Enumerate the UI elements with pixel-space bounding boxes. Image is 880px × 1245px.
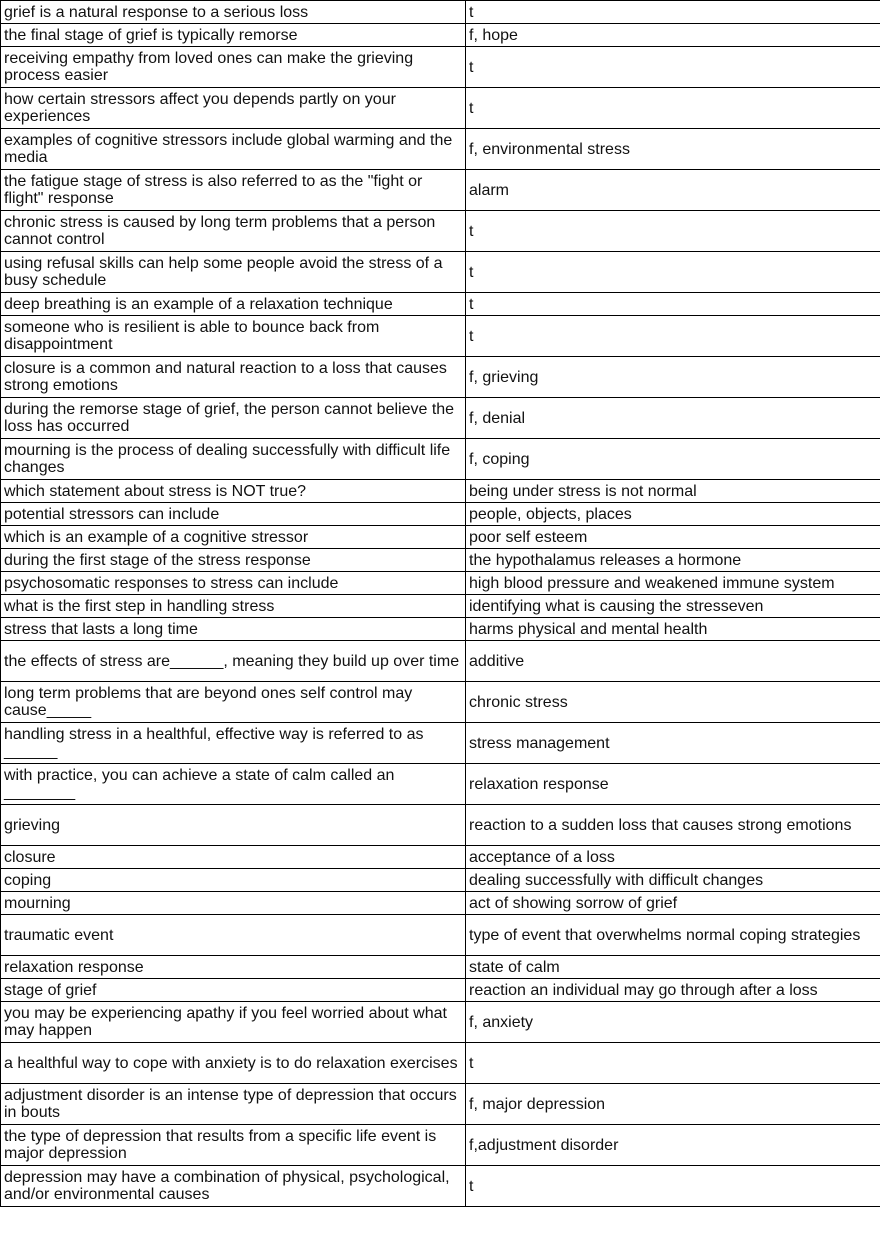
term-cell: adjustment disorder is an intense type of depression that occurs in bouts: [1, 1084, 466, 1125]
term-cell: receiving empathy from loved ones can make the grieving process easier: [1, 47, 466, 88]
term-cell: long term problems that are beyond ones self control may cause_____: [1, 682, 466, 723]
term-cell: relaxation response: [1, 956, 466, 979]
term-cell: the effects of stress are______, meaning they build up over time: [1, 641, 466, 682]
term-cell: closure is a common and natural reaction to a loss that causes strong emotions: [1, 357, 466, 398]
definition-cell: f, hope: [466, 24, 880, 47]
term-cell: deep breathing is an example of a relaxation technique: [1, 293, 466, 316]
definition-cell: t: [466, 88, 880, 129]
definition-cell: reaction to a sudden loss that causes strong emotions: [466, 805, 880, 846]
term-cell: you may be experiencing apathy if you feel worried about what may happen: [1, 1002, 466, 1043]
term-cell: handling stress in a healthful, effective way is referred to as ______: [1, 723, 466, 764]
definition-cell: t: [466, 293, 880, 316]
term-cell: which is an example of a cognitive stressor: [1, 526, 466, 549]
term-cell: the final stage of grief is typically remorse: [1, 24, 466, 47]
definition-cell: t: [466, 211, 880, 252]
term-cell: coping: [1, 869, 466, 892]
definition-cell: harms physical and mental health: [466, 618, 880, 641]
table-row: [1, 252, 880, 293]
term-cell: during the remorse stage of grief, the person cannot believe the loss has occurred: [1, 398, 466, 439]
definition-cell: type of event that overwhelms normal coping strategies: [466, 915, 880, 956]
table-row: [1, 979, 880, 1002]
table-row: [1, 1125, 880, 1166]
table-row: [1, 88, 880, 129]
definition-cell: act of showing sorrow of grief: [466, 892, 880, 915]
definition-cell: dealing successfully with difficult changes: [466, 869, 880, 892]
definition-cell: t: [466, 316, 880, 357]
term-cell: the type of depression that results from a specific life event is major depression: [1, 1125, 466, 1166]
table-row: [1, 915, 880, 956]
definition-cell: the hypothalamus releases a hormone: [466, 549, 880, 572]
term-cell: someone who is resilient is able to bounce back from disappointment: [1, 316, 466, 357]
table-row: [1, 1002, 880, 1043]
term-cell: depression may have a combination of physical, psychological, and/or environmental causes: [1, 1166, 466, 1207]
definition-cell: f, coping: [466, 439, 880, 480]
term-cell: with practice, you can achieve a state of calm called an ________: [1, 764, 466, 805]
term-cell: stress that lasts a long time: [1, 618, 466, 641]
definition-cell: identifying what is causing the stresseven: [466, 595, 880, 618]
definition-cell: poor self esteem: [466, 526, 880, 549]
table-row: [1, 357, 880, 398]
table-row: [1, 47, 880, 88]
term-cell: a healthful way to cope with anxiety is to do relaxation exercises: [1, 1043, 466, 1084]
term-cell: traumatic event: [1, 915, 466, 956]
definition-cell: state of calm: [466, 956, 880, 979]
term-cell: examples of cognitive stressors include global warming and the media: [1, 129, 466, 170]
term-cell: closure: [1, 846, 466, 869]
term-cell: mourning: [1, 892, 466, 915]
definition-cell: t: [466, 1, 880, 24]
definition-cell: stress management: [466, 723, 880, 764]
definition-cell: t: [466, 1043, 880, 1084]
term-cell: which statement about stress is NOT true?: [1, 480, 466, 503]
definition-cell: f, environmental stress: [466, 129, 880, 170]
definition-cell: f, anxiety: [466, 1002, 880, 1043]
table-row: [1, 572, 880, 595]
table-row: [1, 170, 880, 211]
definition-cell: reaction an individual may go through after a loss: [466, 979, 880, 1002]
term-cell: psychosomatic responses to stress can include: [1, 572, 466, 595]
table-row: [1, 480, 880, 503]
definition-cell: being under stress is not normal: [466, 480, 880, 503]
definition-cell: chronic stress: [466, 682, 880, 723]
definition-cell: t: [466, 1166, 880, 1207]
table-row: [1, 595, 880, 618]
definition-cell: t: [466, 252, 880, 293]
definition-cell: additive: [466, 641, 880, 682]
definition-cell: alarm: [466, 170, 880, 211]
table-row: [1, 723, 880, 764]
table-row: [1, 129, 880, 170]
definition-cell: acceptance of a loss: [466, 846, 880, 869]
table-row: [1, 293, 880, 316]
table-row: [1, 618, 880, 641]
table-row: [1, 682, 880, 723]
term-cell: what is the first step in handling stress: [1, 595, 466, 618]
definition-cell: high blood pressure and weakened immune system: [466, 572, 880, 595]
term-cell: during the first stage of the stress response: [1, 549, 466, 572]
term-cell: mourning is the process of dealing successfully with difficult life changes: [1, 439, 466, 480]
definition-cell: relaxation response: [466, 764, 880, 805]
table-row: [1, 869, 880, 892]
table-row: [1, 764, 880, 805]
definition-cell: f,adjustment disorder: [466, 1125, 880, 1166]
term-cell: chronic stress is caused by long term problems that a person cannot control: [1, 211, 466, 252]
table-row: [1, 1166, 880, 1207]
table-row: [1, 398, 880, 439]
term-cell: how certain stressors affect you depends partly on your experiences: [1, 88, 466, 129]
definition-cell: people, objects, places: [466, 503, 880, 526]
table-row: [1, 526, 880, 549]
table-row: [1, 503, 880, 526]
table-row: [1, 211, 880, 252]
table-row: [1, 24, 880, 47]
table-row: [1, 892, 880, 915]
table-row: [1, 805, 880, 846]
table-row: [1, 1084, 880, 1125]
table-row: [1, 549, 880, 572]
term-cell: stage of grief: [1, 979, 466, 1002]
table-row: [1, 439, 880, 480]
table-row: [1, 1, 880, 24]
term-cell: the fatigue stage of stress is also referred to as the "fight or flight" response: [1, 170, 466, 211]
table-row: [1, 846, 880, 869]
table-row: [1, 1043, 880, 1084]
definition-cell: f, grieving: [466, 357, 880, 398]
term-cell: grieving: [1, 805, 466, 846]
term-cell: using refusal skills can help some people avoid the stress of a busy schedule: [1, 252, 466, 293]
table-row: [1, 956, 880, 979]
term-cell: grief is a natural response to a serious loss: [1, 1, 466, 24]
definition-cell: f, denial: [466, 398, 880, 439]
definition-cell: t: [466, 47, 880, 88]
table-row: [1, 316, 880, 357]
definition-cell: f, major depression: [466, 1084, 880, 1125]
term-cell: potential stressors can include: [1, 503, 466, 526]
table-row: [1, 641, 880, 682]
